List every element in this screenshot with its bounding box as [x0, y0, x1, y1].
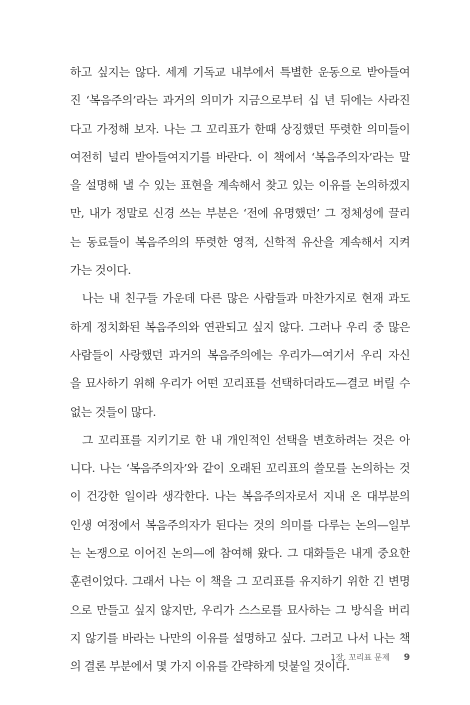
text-line: 하고 싶지는 않다. 세계 기독교 내부에서 특별한 운동으로 받아들여: [70, 65, 410, 79]
text-line: 을 묘사하기 위해 우리가 어떤 꼬리표를 선택하더라도—결코 버릴 수: [70, 376, 410, 391]
text-line: 여전히 널리 받아들여지기를 바란다. 이 책에서 ‘복음주의자’라는 말: [70, 149, 410, 164]
text-line: 없는 것들이 많다.: [70, 404, 156, 419]
body-text: [70, 58, 410, 681]
chapter-title: 1장. 꼬리표 문제: [330, 653, 390, 662]
text-line: 지 않기를 바라는 나만의 이유를 설명하고 싶다. 그러고 나서 나는 책: [70, 630, 410, 645]
text-line: 사람들이 사랑했던 과거의 복음주의에는 우리가—여기서 우리 자신: [70, 347, 410, 362]
text-line: 으로 만들고 싶지 않지만, 우리가 스스로를 묘사하는 그 방식을 버리: [70, 602, 410, 617]
text-line: 는 동료들이 복음주의의 뚜렷한 영적, 신학적 유산을 계속해서 지켜: [70, 234, 410, 249]
text-line: 인생 여정에서 복음주의자가 된다는 것의 의미를 다루는 논의—일부: [70, 517, 410, 532]
text-line: 의 결론 부분에서 몇 가지 이유를 간략하게 덧붙일 것이다.: [70, 659, 350, 674]
running-footer: [300, 652, 410, 663]
text-line: 이 건강한 일이라 생각한다. 나는 복음주의자로서 지내 온 대부분의: [70, 489, 410, 504]
text-line: 하게 정치화된 복음주의와 연관되고 싶지 않다. 그러나 우리 중 많은: [70, 319, 410, 334]
page-number: 9: [403, 653, 410, 663]
text-line: 니다. 나는 ‘복음주의자’와 같이 오래된 꼬리표의 쓸모를 논의하는 것: [70, 461, 410, 476]
text-line: 그 꼬리표를 지키기로 한 내 개인적인 선택을 변호하려는 것은 아: [82, 432, 410, 447]
text-line: 나는 내 친구들 가운데 다른 많은 사람들과 마찬가지로 현재 과도: [82, 291, 410, 306]
text-line: 는 논쟁으로 이어진 논의—에 참여해 왔다. 그 대화들은 내게 중요한: [70, 546, 410, 561]
text-line: 만, 내가 정말로 신경 쓰는 부분은 ‘전에 유명했던’ 그 정체성에 끌리: [70, 206, 410, 221]
text-line: 다고 가정해 보자. 나는 그 꼬리표가 한때 상징했던 뚜렷한 의미들이: [70, 121, 410, 136]
text-line: 을 설명해 낼 수 있는 표현을 계속해서 찾고 있는 이유를 논의하겠지: [70, 178, 410, 193]
text-line: 가는 것이다.: [70, 263, 131, 278]
text-line: 진 ‘복음주의’라는 과거의 의미가 지금으로부터 십 년 뒤에는 사라진: [70, 93, 410, 108]
text-line: 훈련이었다. 그래서 나는 이 책을 그 꼬리표를 유지하기 위한 긴 변명: [70, 574, 410, 589]
